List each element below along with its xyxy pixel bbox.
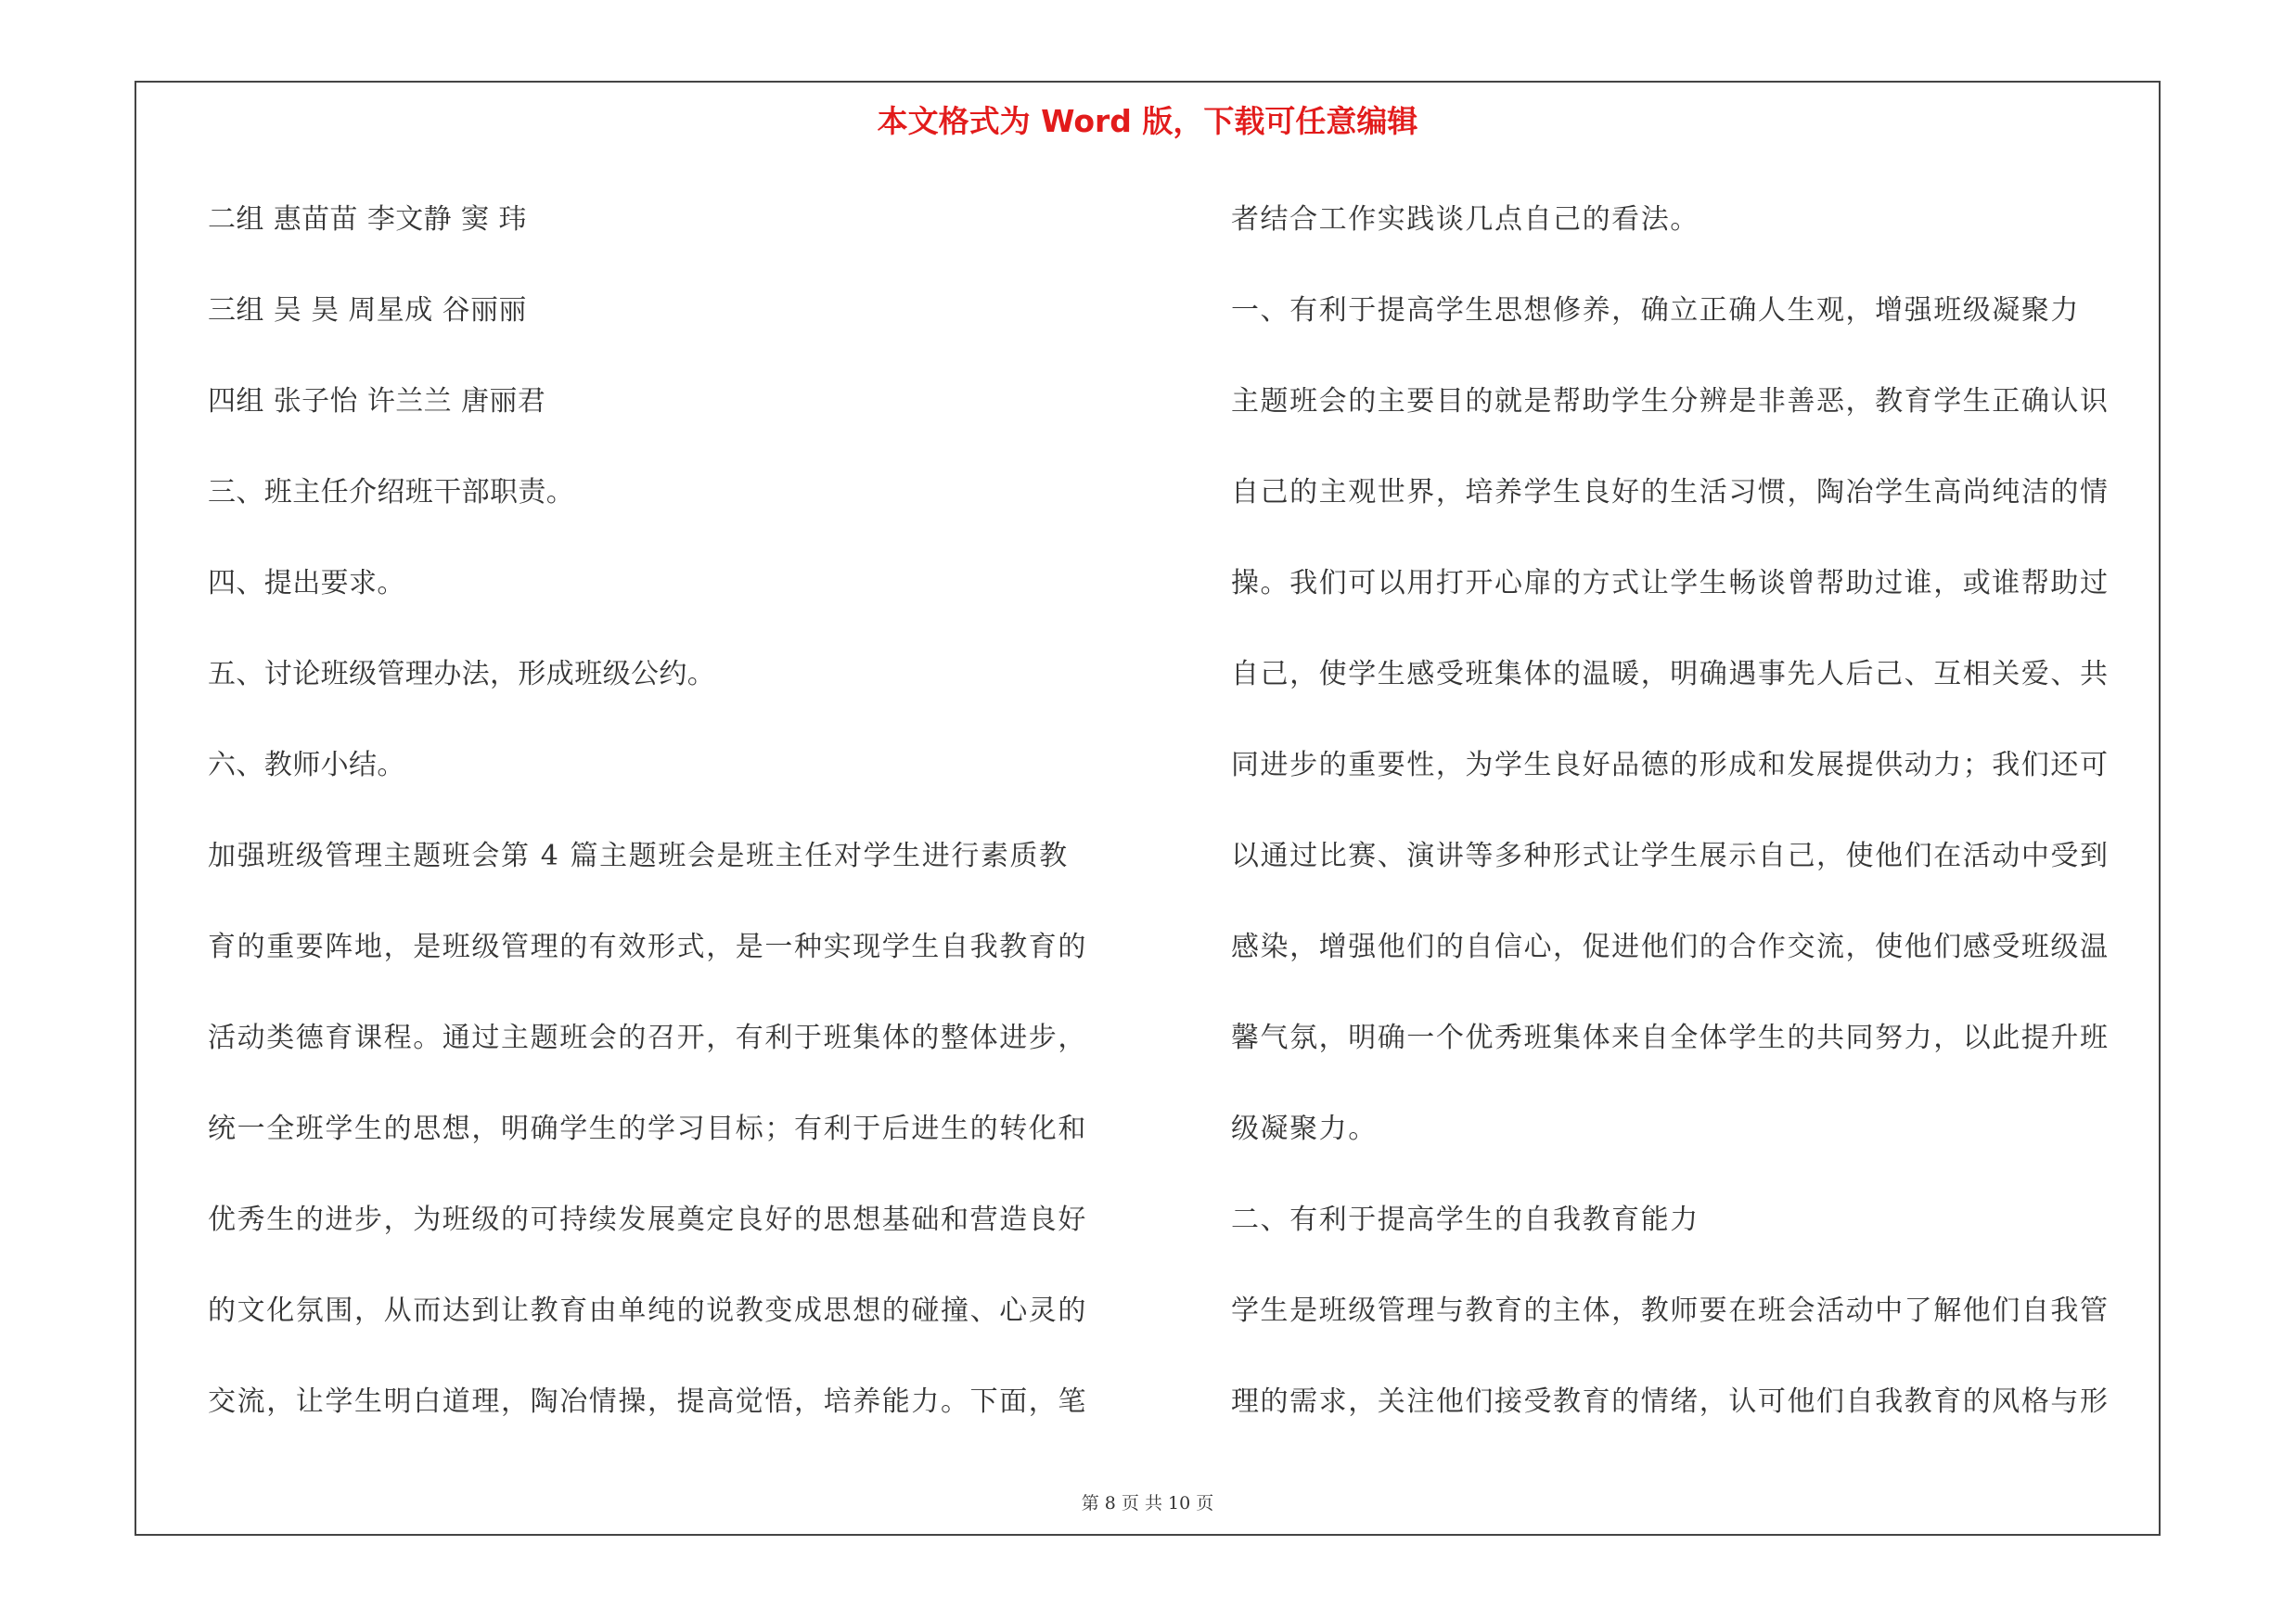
text-line: 育的重要阵地，是班级管理的有效形式，是一种实现学生自我教育的 — [208, 931, 1087, 963]
text-line: 优秀生的进步，为班级的可持续发展奠定良好的思想基础和营造良好 — [208, 1204, 1087, 1236]
right-column — [1231, 174, 2148, 1448]
text-line: 的文化氛围，从而达到让教育由单纯的说教变成思想的碰撞、心灵的 — [208, 1295, 1087, 1327]
text-line: 四、提出要求。 — [208, 567, 405, 599]
text-line: 二、有利于提高学生的自我教育能力 — [1231, 1204, 1700, 1236]
text-line: 理的需求，关注他们接受教育的情绪，认可他们自我教育的风格与形 — [1231, 1385, 2110, 1418]
text-line: 三组 吴 昊 周星成 谷丽丽 — [208, 294, 527, 327]
text-line: 学生是班级管理与教育的主体，教师要在班会活动中了解他们自我管 — [1231, 1295, 2110, 1327]
text-line: 五、讨论班级管理办法，形成班级公约。 — [208, 658, 716, 690]
text-line: 三、班主任介绍班干部职责。 — [208, 476, 575, 509]
text-line: 主题班会的主要目的就是帮助学生分辨是非善恶，教育学生正确认识 — [1231, 385, 2110, 418]
text-line: 馨气氛，明确一个优秀班集体来自全体学生的共同努力，以此提升班 — [1231, 1022, 2110, 1054]
text-line: 自己的主观世界，培养学生良好的生活习惯，陶冶学生高尚纯洁的情 — [1231, 476, 2110, 509]
document-page — [135, 81, 2161, 1536]
text-line: 交流，让学生明白道理，陶冶情操，提高觉悟，培养能力。下面，笔 — [208, 1385, 1087, 1418]
text-line: 一、有利于提高学生思想修养，确立正确人生观，增强班级凝聚力 — [1231, 294, 2080, 327]
text-line: 六、教师小结。 — [208, 749, 405, 781]
text-line: 活动类德育课程。通过主题班会的召开，有利于班集体的整体进步， — [208, 1022, 1087, 1054]
text-line: 自己，使学生感受班集体的温暖，明确遇事先人后己、互相关爱、共 — [1231, 658, 2110, 690]
left-column — [208, 174, 1137, 1448]
format-banner: 本文格式为 Word 版，下载可任意编辑 — [877, 103, 1418, 139]
text-line: 级凝聚力。 — [1231, 1113, 1378, 1145]
text-line: 四组 张子怡 许兰兰 唐丽君 — [208, 385, 546, 418]
page-number: 第 8 页 共 10 页 — [1081, 1493, 1214, 1514]
text-line: 同进步的重要性，为学生良好品德的形成和发展提供动力；我们还可 — [1231, 749, 2110, 781]
text-line: 加强班级管理主题班会第 4 篇主题班会是班主任对学生进行素质教 — [208, 840, 1069, 872]
text-line: 统一全班学生的思想，明确学生的学习目标；有利于后进生的转化和 — [208, 1113, 1087, 1145]
text-line: 操。我们可以用打开心扉的方式让学生畅谈曾帮助过谁，或谁帮助过 — [1231, 567, 2110, 599]
text-line: 者结合工作实践谈几点自己的看法。 — [1231, 203, 1700, 236]
text-line: 二组 惠苗苗 李文静 窦 玮 — [208, 203, 527, 236]
text-line: 以通过比赛、演讲等多种形式让学生展示自己，使他们在活动中受到 — [1231, 840, 2110, 872]
text-line: 感染，增强他们的自信心，促进他们的合作交流，使他们感受班级温 — [1231, 931, 2110, 963]
